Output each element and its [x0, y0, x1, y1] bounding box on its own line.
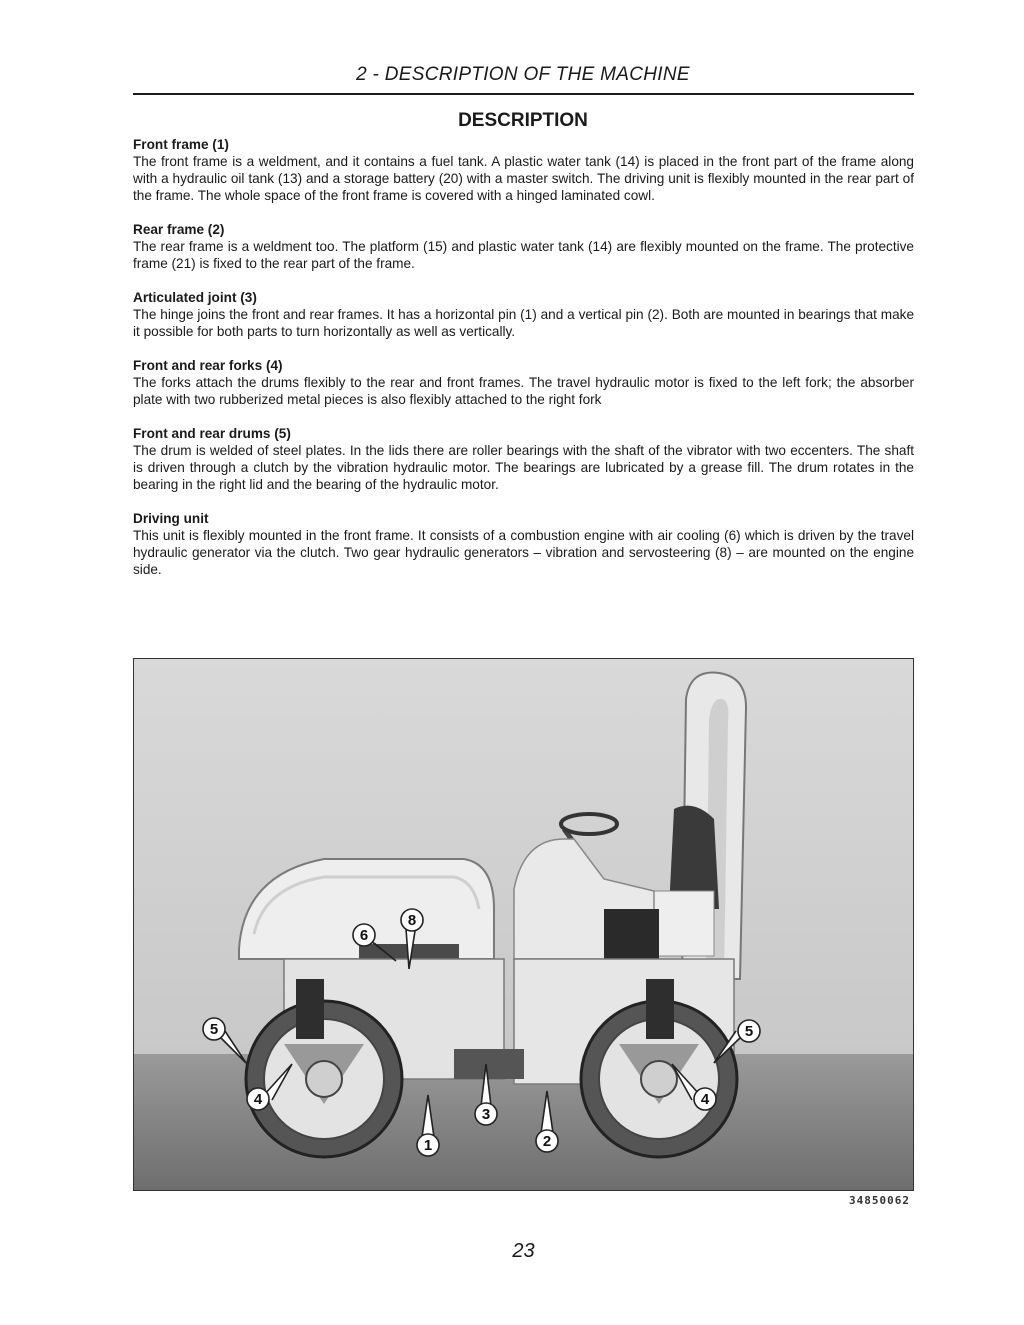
section-forks	[133, 357, 914, 408]
section-heading: Front frame (1)	[133, 137, 229, 152]
section-text: The forks attach the drums flexibly to the rear and front frames. The travel hydraulic motor is fixed to the left fork; the absorber plate with two rubberized metal pieces is also flexibly attached to the right fork	[133, 375, 914, 407]
description-content	[133, 136, 914, 595]
section-heading: Driving unit	[133, 511, 209, 526]
machine-photo	[133, 658, 914, 1191]
section-text: The hinge joins the front and rear frames. It has a horizontal pin (1) and a vertical pin (2). Both are mounted in bearings that make it possible for both parts to turn horizontally as well as vertically.	[133, 307, 914, 339]
section-front-frame	[133, 136, 914, 204]
section-text: This unit is flexibly mounted in the front frame. It consists of a combustion engine with air cooling (6) which is driven by the travel hydraulic generator via the clutch. Two gear hydraulic generators – vibration and servosteering (8) – are mounted on the engine side.	[133, 528, 914, 577]
section-text: The front frame is a weldment, and it contains a fuel tank. A plastic water tank (14) is placed in the front part of the frame along with a hydraulic oil tank (13) and a storage battery (20) with a master switch. The driving unit is flexibly mounted in the rear part of the frame. The whole space of the front frame is covered with a hinged laminated cowl.	[133, 154, 914, 203]
callout-label: 1	[423, 1137, 433, 1154]
section-heading: Front and rear forks (4)	[133, 358, 283, 373]
section-driving-unit	[133, 510, 914, 578]
callout-label: 5	[744, 1023, 754, 1040]
section-articulated-joint	[133, 289, 914, 340]
callout-label: 4	[700, 1091, 710, 1108]
section-text: The drum is welded of steel plates. In the lids there are roller bearings with the shaft of the vibrator with two eccenters. The shaft is driven through a clutch by the vibration hydraulic motor. The bearings are lubricated by a grease fill. The drum rotates in the bearing in the right lid and the bearing of the hydraulic motor.	[133, 443, 914, 492]
section-heading: Front and rear drums (5)	[133, 426, 291, 441]
page-number: 23	[512, 1240, 535, 1262]
callout-label: 6	[359, 927, 369, 944]
section-title: DESCRIPTION	[458, 110, 588, 131]
header-divider	[133, 93, 914, 95]
section-heading: Rear frame (2)	[133, 222, 225, 237]
callout-label: 4	[253, 1091, 263, 1108]
section-drums	[133, 425, 914, 493]
callout-label: 5	[209, 1021, 219, 1038]
section-text: The rear frame is a weldment too. The platform (15) and plastic water tank (14) are flexibly mounted on the frame. The protective frame (21) is fixed to the rear part of the frame.	[133, 239, 914, 271]
callout-label: 8	[407, 912, 417, 929]
chapter-title: 2 - DESCRIPTION OF THE MACHINE	[356, 64, 690, 85]
figure-code: 34850062	[849, 1194, 910, 1207]
callout-label: 2	[542, 1133, 552, 1150]
callout-label: 3	[481, 1106, 491, 1123]
section-rear-frame	[133, 221, 914, 272]
section-heading: Articulated joint (3)	[133, 290, 257, 305]
seat-back-panel	[654, 891, 714, 956]
articulated-joint	[454, 1049, 524, 1079]
